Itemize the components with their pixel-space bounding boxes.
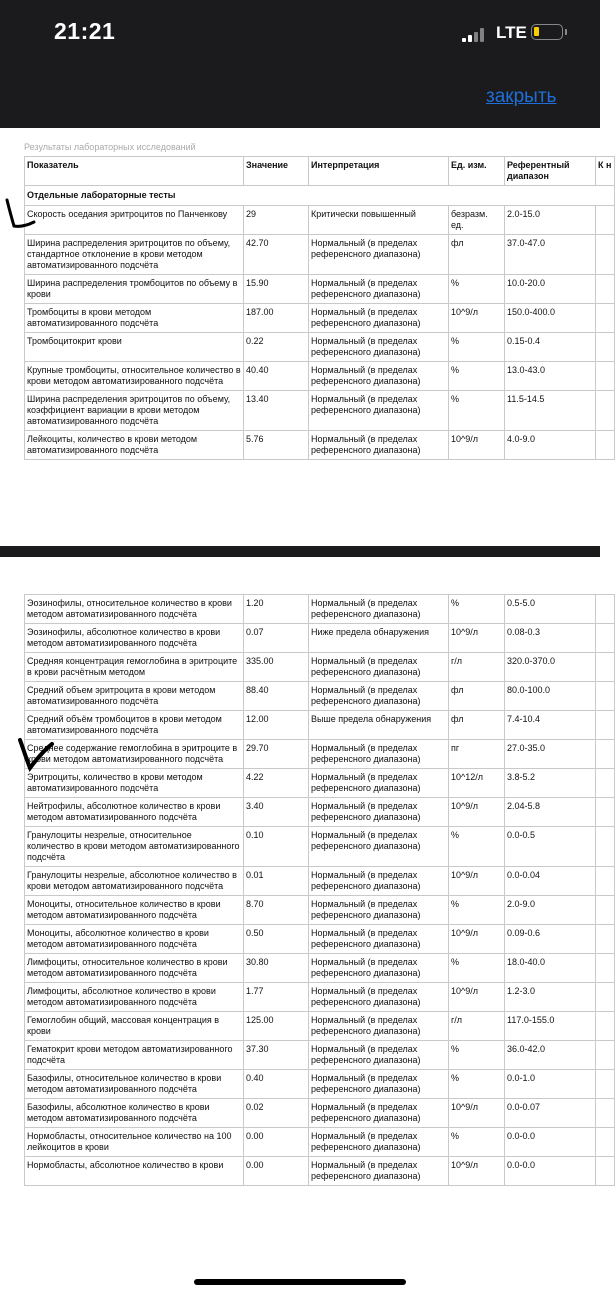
value-cell: 15.90: [244, 275, 309, 304]
table-header-row: [25, 157, 615, 186]
table-row: [25, 595, 615, 624]
unit-cell: 10^9/л: [449, 925, 505, 954]
value-cell: 0.01: [244, 867, 309, 896]
extra-cell: [596, 925, 615, 954]
unit-cell: 10^9/л: [449, 983, 505, 1012]
extra-cell: [596, 798, 615, 827]
interpretation-cell: Нормальный (в пределах референсного диапазона): [309, 740, 449, 769]
reference-range-cell: 27.0-35.0: [505, 740, 596, 769]
reference-range-cell: 2.0-9.0: [505, 896, 596, 925]
extra-cell: [596, 1070, 615, 1099]
value-cell: 0.22: [244, 333, 309, 362]
table-row: [25, 983, 615, 1012]
value-cell: 187.00: [244, 304, 309, 333]
interpretation-cell: Нормальный (в пределах референсного диапазона): [309, 1041, 449, 1070]
reference-range-cell: 1.2-3.0: [505, 983, 596, 1012]
value-cell: 125.00: [244, 1012, 309, 1041]
unit-cell: %: [449, 333, 505, 362]
unit-cell: пг: [449, 740, 505, 769]
interpretation-cell: Ниже предела обнаружения: [309, 624, 449, 653]
indicator-cell: Лимфоциты, относительное количество в крови методом автоматизированного подсчёта: [25, 954, 244, 983]
reference-range-cell: 0.0-0.0: [505, 1157, 596, 1186]
interpretation-cell: Нормальный (в пределах референсного диапазона): [309, 431, 449, 460]
indicator-cell: Лейкоциты, количество в крови методом автоматизированного подсчёта: [25, 431, 244, 460]
unit-cell: безразм. ед.: [449, 206, 505, 235]
extra-cell: [596, 983, 615, 1012]
value-cell: 42.70: [244, 235, 309, 275]
value-cell: 0.10: [244, 827, 309, 867]
interpretation-cell: Нормальный (в пределах референсного диапазона): [309, 1099, 449, 1128]
table-row: [25, 867, 615, 896]
indicator-cell: Эритроциты, количество в крови методом автоматизированного подсчёта: [25, 769, 244, 798]
indicator-cell: Средняя концентрация гемоглобина в эритроците в крови расчётным методом: [25, 653, 244, 682]
interpretation-cell: Нормальный (в пределах референсного диапазона): [309, 983, 449, 1012]
extra-cell: [596, 653, 615, 682]
value-cell: 37.30: [244, 1041, 309, 1070]
table-row: [25, 1128, 615, 1157]
reference-range-cell: 7.4-10.4: [505, 711, 596, 740]
table-row: [25, 682, 615, 711]
table-row: [25, 391, 615, 431]
indicator-cell: Скорость оседания эритроцитов по Панченкову: [25, 206, 244, 235]
indicator-cell: Средний объем эритроцита в крови методом автоматизированного подсчёта: [25, 682, 244, 711]
table-row: [25, 1099, 615, 1128]
interpretation-cell: Нормальный (в пределах референсного диапазона): [309, 1012, 449, 1041]
value-cell: 0.00: [244, 1157, 309, 1186]
reference-range-cell: 150.0-400.0: [505, 304, 596, 333]
home-indicator[interactable]: [194, 1279, 406, 1285]
results-caption: Результаты лабораторных исследований: [24, 142, 196, 152]
close-link[interactable]: закрыть: [486, 86, 557, 107]
indicator-cell: Нормобласты, абсолютное количество в крови: [25, 1157, 244, 1186]
unit-cell: %: [449, 595, 505, 624]
extra-cell: [596, 304, 615, 333]
page-gap: [0, 506, 600, 546]
indicator-cell: Ширина распределения тромбоцитов по объему в крови: [25, 275, 244, 304]
reference-range-cell: 0.09-0.6: [505, 925, 596, 954]
indicator-cell: Нормобласты, относительное количество на 100 лейкоцитов в крови: [25, 1128, 244, 1157]
extra-cell: [596, 431, 615, 460]
table-row: [25, 711, 615, 740]
indicator-cell: Гранулоциты незрелые, абсолютное количество в крови методом автоматизированного подсчёта: [25, 867, 244, 896]
indicator-cell: Лимфоциты, абсолютное количество в крови методом автоматизированного подсчёта: [25, 983, 244, 1012]
value-cell: 3.40: [244, 798, 309, 827]
table-row: [25, 1157, 615, 1186]
value-cell: 1.20: [244, 595, 309, 624]
interpretation-cell: Нормальный (в пределах референсного диапазона): [309, 333, 449, 362]
table-row: [25, 333, 615, 362]
indicator-cell: Нейтрофилы, абсолютное количество в крови методом автоматизированного подсчёта: [25, 798, 244, 827]
unit-cell: фл: [449, 711, 505, 740]
indicator-cell: Эозинофилы, абсолютное количество в крови методом автоматизированного подсчёта: [25, 624, 244, 653]
extra-cell: [596, 711, 615, 740]
table-row: [25, 740, 615, 769]
value-cell: 4.22: [244, 769, 309, 798]
reference-range-cell: 2.04-5.8: [505, 798, 596, 827]
extra-cell: [596, 206, 615, 235]
status-bar: [0, 0, 600, 128]
extra-cell: [596, 1012, 615, 1041]
reference-range-cell: 0.0-0.0: [505, 1128, 596, 1157]
reference-range-cell: 37.0-47.0: [505, 235, 596, 275]
table-row: [25, 1041, 615, 1070]
interpretation-cell: Нормальный (в пределах референсного диапазона): [309, 304, 449, 333]
value-cell: 5.76: [244, 431, 309, 460]
reference-range-cell: 0.0-0.5: [505, 827, 596, 867]
reference-range-cell: 0.08-0.3: [505, 624, 596, 653]
col-header-unit: Ед. изм.: [449, 157, 505, 186]
interpretation-cell: Нормальный (в пределах референсного диапазона): [309, 1128, 449, 1157]
unit-cell: г/л: [449, 1012, 505, 1041]
extra-cell: [596, 1099, 615, 1128]
group-label: Отдельные лабораторные тесты: [25, 186, 615, 206]
extra-cell: [596, 275, 615, 304]
unit-cell: %: [449, 954, 505, 983]
extra-cell: [596, 1128, 615, 1157]
interpretation-cell: Нормальный (в пределах референсного диапазона): [309, 769, 449, 798]
table-row: [25, 827, 615, 867]
reference-range-cell: 0.0-1.0: [505, 1070, 596, 1099]
unit-cell: %: [449, 896, 505, 925]
unit-cell: 10^9/л: [449, 1099, 505, 1128]
interpretation-cell: Нормальный (в пределах референсного диапазона): [309, 1070, 449, 1099]
value-cell: 335.00: [244, 653, 309, 682]
value-cell: 13.40: [244, 391, 309, 431]
extra-cell: [596, 896, 615, 925]
indicator-cell: Моноциты, абсолютное количество в крови методом автоматизированного подсчёта: [25, 925, 244, 954]
reference-range-cell: 10.0-20.0: [505, 275, 596, 304]
interpretation-cell: Нормальный (в пределах референсного диапазона): [309, 391, 449, 431]
indicator-cell: Эозинофилы, относительное количество в крови методом автоматизированного подсчёта: [25, 595, 244, 624]
unit-cell: 10^9/л: [449, 304, 505, 333]
table-row: [25, 206, 615, 235]
col-header-reference-range: Референтный диапазон: [505, 157, 596, 186]
unit-cell: %: [449, 391, 505, 431]
extra-cell: [596, 954, 615, 983]
reference-range-cell: 80.0-100.0: [505, 682, 596, 711]
interpretation-cell: Нормальный (в пределах референсного диапазона): [309, 925, 449, 954]
reference-range-cell: 36.0-42.0: [505, 1041, 596, 1070]
interpretation-cell: Выше предела обнаружения: [309, 711, 449, 740]
interpretation-cell: Нормальный (в пределах референсного диапазона): [309, 867, 449, 896]
extra-cell: [596, 235, 615, 275]
value-cell: 8.70: [244, 896, 309, 925]
reference-range-cell: 11.5-14.5: [505, 391, 596, 431]
lab-results-table-page-1: [24, 156, 615, 460]
indicator-cell: Моноциты, относительное количество в крови методом автоматизированного подсчёта: [25, 896, 244, 925]
table-row: [25, 235, 615, 275]
reference-range-cell: 117.0-155.0: [505, 1012, 596, 1041]
screenshot-divider: [0, 546, 600, 557]
battery-tip: [565, 29, 567, 35]
table-row: [25, 304, 615, 333]
table-row: [25, 769, 615, 798]
extra-cell: [596, 624, 615, 653]
extra-cell: [596, 391, 615, 431]
reference-range-cell: 3.8-5.2: [505, 769, 596, 798]
value-cell: 12.00: [244, 711, 309, 740]
interpretation-cell: Нормальный (в пределах референсного диапазона): [309, 595, 449, 624]
extra-cell: [596, 769, 615, 798]
battery-icon: [531, 24, 563, 40]
status-time: 21:21: [54, 18, 116, 44]
unit-cell: 10^9/л: [449, 624, 505, 653]
unit-cell: %: [449, 1070, 505, 1099]
interpretation-cell: Нормальный (в пределах референсного диапазона): [309, 362, 449, 391]
table-row: [25, 431, 615, 460]
reference-range-cell: 0.5-5.0: [505, 595, 596, 624]
table-row: [25, 1070, 615, 1099]
value-cell: 0.07: [244, 624, 309, 653]
value-cell: 40.40: [244, 362, 309, 391]
reference-range-cell: 0.0-0.07: [505, 1099, 596, 1128]
unit-cell: фл: [449, 235, 505, 275]
col-header-extra: К н: [596, 157, 615, 186]
interpretation-cell: Нормальный (в пределах референсного диапазона): [309, 235, 449, 275]
interpretation-cell: Нормальный (в пределах референсного диапазона): [309, 798, 449, 827]
interpretation-cell: Нормальный (в пределах референсного диапазона): [309, 653, 449, 682]
interpretation-cell: Нормальный (в пределах референсного диапазона): [309, 275, 449, 304]
reference-range-cell: 4.0-9.0: [505, 431, 596, 460]
interpretation-cell: Критически повышенный: [309, 206, 449, 235]
network-type-label: LTE: [496, 23, 527, 42]
extra-cell: [596, 740, 615, 769]
unit-cell: 10^9/л: [449, 867, 505, 896]
indicator-cell: Тромбоцитокрит крови: [25, 333, 244, 362]
table-row: [25, 925, 615, 954]
indicator-cell: Средний объём тромбоцитов в крови методом автоматизированного подсчёта: [25, 711, 244, 740]
value-cell: 1.77: [244, 983, 309, 1012]
col-header-indicator: Показатель: [25, 157, 244, 186]
extra-cell: [596, 682, 615, 711]
col-header-value: Значение: [244, 157, 309, 186]
indicator-cell: Тромбоциты в крови методом автоматизированного подсчёта: [25, 304, 244, 333]
value-cell: 29: [244, 206, 309, 235]
table-row: [25, 954, 615, 983]
reference-range-cell: 2.0-15.0: [505, 206, 596, 235]
value-cell: 0.50: [244, 925, 309, 954]
unit-cell: %: [449, 1128, 505, 1157]
interpretation-cell: Нормальный (в пределах референсного диапазона): [309, 682, 449, 711]
extra-cell: [596, 1157, 615, 1186]
table-row: [25, 624, 615, 653]
indicator-cell: Базофилы, абсолютное количество в крови методом автоматизированного подсчёта: [25, 1099, 244, 1128]
value-cell: 0.00: [244, 1128, 309, 1157]
table-row: [25, 275, 615, 304]
indicator-cell: Среднее содержание гемоглобина в эритроците в крови методом автоматизированного подсчёта: [25, 740, 244, 769]
unit-cell: %: [449, 275, 505, 304]
unit-cell: г/л: [449, 653, 505, 682]
interpretation-cell: Нормальный (в пределах референсного диапазона): [309, 827, 449, 867]
value-cell: 0.40: [244, 1070, 309, 1099]
table-row: [25, 798, 615, 827]
extra-cell: [596, 827, 615, 867]
unit-cell: 10^9/л: [449, 1157, 505, 1186]
interpretation-cell: Нормальный (в пределах референсного диапазона): [309, 896, 449, 925]
interpretation-cell: Нормальный (в пределах референсного диапазона): [309, 1157, 449, 1186]
reference-range-cell: 320.0-370.0: [505, 653, 596, 682]
unit-cell: %: [449, 827, 505, 867]
unit-cell: фл: [449, 682, 505, 711]
table-row: [25, 896, 615, 925]
indicator-cell: Гематокрит крови методом автоматизированного подсчёта: [25, 1041, 244, 1070]
indicator-cell: Ширина распределения эритроцитов по объему, коэффициент вариации в крови методом автоматизированного подсчёта: [25, 391, 244, 431]
indicator-cell: Ширина распределения эритроцитов по объему, стандартное отклонение в крови методом автоматизированного подсчёта: [25, 235, 244, 275]
indicator-cell: Гранулоциты незрелые, относительное количество в крови методом автоматизированного подсчёта: [25, 827, 244, 867]
extra-cell: [596, 595, 615, 624]
col-header-interpretation: Интерпретация: [309, 157, 449, 186]
reference-range-cell: 13.0-43.0: [505, 362, 596, 391]
unit-cell: %: [449, 1041, 505, 1070]
table-row: [25, 362, 615, 391]
group-row: [25, 186, 615, 206]
value-cell: 88.40: [244, 682, 309, 711]
unit-cell: 10^9/л: [449, 431, 505, 460]
table-row: [25, 653, 615, 682]
extra-cell: [596, 333, 615, 362]
indicator-cell: Базофилы, относительное количество в крови методом автоматизированного подсчёта: [25, 1070, 244, 1099]
indicator-cell: Крупные тромбоциты, относительное количество в крови методом автоматизированного подсчёта: [25, 362, 244, 391]
indicator-cell: Гемоглобин общий, массовая концентрация в крови: [25, 1012, 244, 1041]
value-cell: 30.80: [244, 954, 309, 983]
table-row: [25, 1012, 615, 1041]
extra-cell: [596, 1041, 615, 1070]
reference-range-cell: 0.15-0.4: [505, 333, 596, 362]
value-cell: 0.02: [244, 1099, 309, 1128]
value-cell: 29.70: [244, 740, 309, 769]
reference-range-cell: 0.0-0.04: [505, 867, 596, 896]
reference-range-cell: 18.0-40.0: [505, 954, 596, 983]
extra-cell: [596, 867, 615, 896]
unit-cell: %: [449, 362, 505, 391]
extra-cell: [596, 362, 615, 391]
unit-cell: 10^9/л: [449, 798, 505, 827]
lab-results-table-page-2: [24, 594, 615, 1186]
cellular-signal-icon: [462, 28, 488, 42]
unit-cell: 10^12/л: [449, 769, 505, 798]
interpretation-cell: Нормальный (в пределах референсного диапазона): [309, 954, 449, 983]
